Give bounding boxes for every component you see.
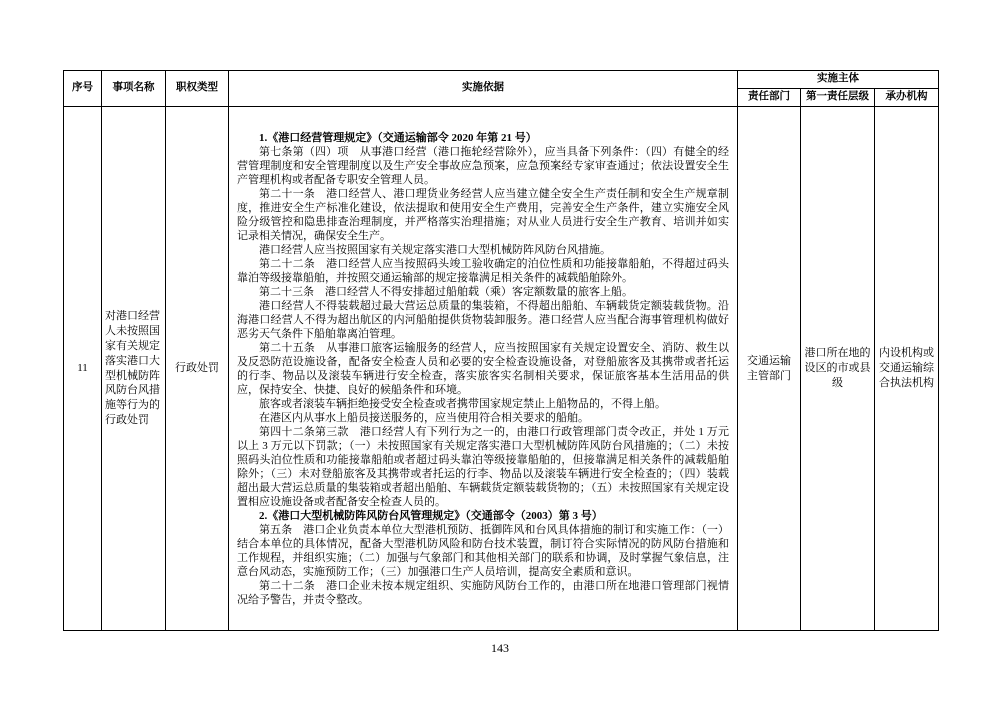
cell-responsibility-level: 港口所在地的设区的市或县级 xyxy=(801,107,875,631)
basis-article-22: 第二十二条 港口经营人应当按照码头竣工验收确定的泊位性质和功能接靠船舶，不得超过码头靠泊等级接靠船舶，并按照交通运输部的规定接靠满足相关条件的减载船舶除外。 xyxy=(237,257,729,284)
header-responsible-dept: 责任部门 xyxy=(738,89,801,107)
basis-article-25-para-2: 旅客或者滚装车辆拒绝接受安全检查或者携带国家规定禁止上船物品的，不得上船。 xyxy=(259,397,666,410)
header-responsibility-level: 第一责任层级 xyxy=(801,89,875,107)
cell-serial: 11 xyxy=(64,107,102,631)
basis-article-7: 第七条第（四）项 从事港口经营（港口拖轮经营除外），应当具备下列条件：（四）有健全的经营管理制度和安全管理制度以及生产安全事故应急预案，应急预案经专家审查通过；依法设置安全生产管理机构或者配备专职安全管理人员。 xyxy=(237,145,729,186)
basis-reg2-article-5: 第五条 港口企业负责本单位大型港机预防、抵御阵风和台风具体措施的制订和实施工作：（一）结合本单位的具体情况，配备大型港机防风险和防台技术装置，制订符合实际情况的防风防台措施和工作规程，并组织实施；（二）加强与气象部门和其他相关部门的联系和协调，及时掌握气象信息，注意台风动态，实施预防工作；（三）加强港口生产人员培训，提高安全素质和意识。 xyxy=(237,523,729,578)
cell-undertaking-org: 内设机构或交通运输综合执法机构 xyxy=(875,107,939,631)
basis-article-42-clause-3: 第四十二条第三款 港口经营人有下列行为之一的，由港口行政管理部门责令改正，并处 1 万元以上 3 万元以下罚款；（一）未按照国家有关规定落实港口大型机械防阵风防台风措施的；（二）未按照码头泊位性质和功能接靠船舶或者超过码头靠泊等级接靠船舶的，但接靠满足相关条件的减载船舶除外；（三）未对登船旅客及其携带或者托运的行李、物品以及滚装车辆进行安全检查的；（四）装载超出最大营运总质量的集装箱或者超出船舶、车辆载货定额装载货物的；（五）未按照国家有关规定设置相应设施设备或者配备安全检查人员的。 xyxy=(237,425,729,508)
header-implementation-basis: 实施依据 xyxy=(229,71,738,107)
table-row xyxy=(64,107,939,631)
header-authority-type: 职权类型 xyxy=(166,71,229,107)
basis-content xyxy=(237,131,729,607)
cell-implementation-basis xyxy=(229,107,738,631)
basis-reg2-article-22: 第二十二条 港口企业未按本规定组织、实施防风防台工作的，由港口所在地港口管理部门视情况给予警告，并责令整改。 xyxy=(237,579,729,606)
basis-regulation-1-title: 1.《港口经营管理规定》（交通运输部令 2020 年第 21 号） xyxy=(259,131,537,144)
header-undertaking-org: 承办机构 xyxy=(875,89,939,107)
page-number: 143 xyxy=(491,641,509,655)
cell-authority-type: 行政处罚 xyxy=(166,107,229,631)
basis-article-25-para-3: 在港区内从事水上船员接送服务的，应当使用符合相关要求的船舶。 xyxy=(259,411,589,424)
basis-article-25: 第二十五条 从事港口旅客运输服务的经营人，应当按照国家有关规定设置安全、消防、救生以及反恐防范设施设备，配备安全检查人员和必要的安全检查设施设备，对登船旅客及其携带或者托运的行李、物品以及滚装车辆进行安全检查，落实旅客实名制相关要求，保证旅客基本生活用品的供应，保持安全、快捷、良好的候船条件和环境。 xyxy=(237,341,729,396)
header-implementation-subject: 实施主体 xyxy=(738,71,939,89)
basis-article-21: 第二十一条 港口经营人、港口理货业务经营人应当建立健全安全生产责任制和安全生产规章制度，推进安全生产标准化建设，依法提取和使用安全生产费用，完善安全生产条件，建立实施安全风险分级管控和隐患排查治理制度，并严格落实治理措施；对从业人员进行安全生产教育、培训并如实记录相关情况，确保安全生产。 xyxy=(237,187,729,242)
authority-matrix-table xyxy=(63,70,939,631)
header-item-name: 事项名称 xyxy=(102,71,166,107)
basis-article-21-para-2: 港口经营人应当按照国家有关规定落实港口大型机械防阵风防台风措施。 xyxy=(259,243,611,256)
cell-responsible-dept: 交通运输主管部门 xyxy=(738,107,801,631)
cell-item-name: 对港口经营人未按照国家有关规定落实港口大型机械防阵风防台风措施等行为的行政处罚 xyxy=(102,107,166,631)
basis-article-23: 第二十三条 港口经营人不得安排超过船舶载（乘）客定额数量的旅客上船。 xyxy=(259,285,633,298)
header-row-1 xyxy=(64,71,939,89)
header-serial: 序号 xyxy=(64,71,102,107)
basis-article-23-para-2: 港口经营人不得装载超过最大营运总质量的集装箱，不得超出船舶、车辆载货定额装载货物。沿海港口经营人不得为超出航区的内河船舶提供货物装卸服务。港口经营人应当配合海事管理机构做好恶劣天气条件下船舶靠离泊管理。 xyxy=(237,299,729,340)
basis-regulation-2-title: 2.《港口大型机械防阵风防台风管理规定》（交通部令（2003）第 3 号） xyxy=(259,509,603,522)
